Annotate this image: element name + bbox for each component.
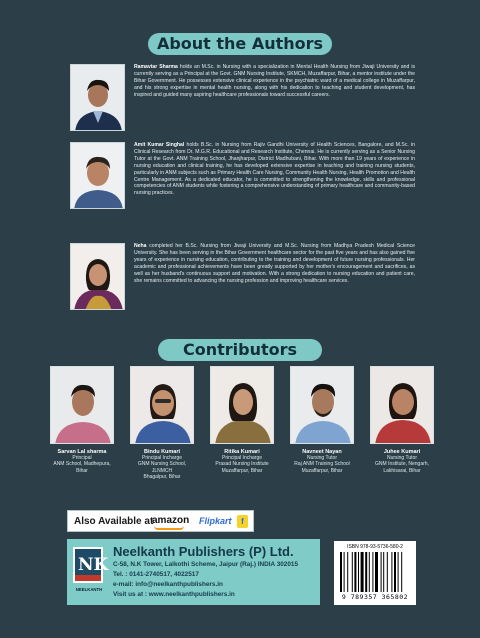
author-bio: Amit Kumar Singhal holds B.Sc. in Nursing from Rajiv Gandhi University of Health Sciences, Bangalore, and M.Sc. in Clinical Research from Dr. M.G.R. Educational and Research Institute, Chennai. He is currently serving as a Senior Nursing Tutor at the Govt. ANM Training School, Jhanjharpur, District Madhubani, Bihar. With more than 19 years of experience in nursing education and clinical training, he has developed extensive expertise in teaching and training nursing students, particularly in ANM subjects such as Primary Health Care Nursing, Community Health Nursing, Health Promotion and Health Centre Management. As a dedicated educator, he is committed to strengthening the knowledge, skills and professional competencies of ANM students while fostering a comprehensive understanding of primary healthcare and community-based nursing practices. xyxy=(134,142,415,197)
contributor-role: Nursing Tutor xyxy=(306,455,337,461)
barcode-digits: 9 789357 365802 xyxy=(341,593,409,601)
contributor-photo xyxy=(50,366,114,444)
availability-banner xyxy=(67,510,254,532)
contributor-name: Juhee Kumari xyxy=(383,449,421,455)
publisher-logo-text: NEELKANTH xyxy=(75,587,103,592)
contributor-name: Sarvan Lal sharma xyxy=(57,449,107,455)
flipkart-wordmark: Flipkart xyxy=(199,516,232,526)
contributor-photo xyxy=(210,366,274,444)
contributor-institute: ANM School, Madhepura, xyxy=(53,461,111,468)
contributor-role: Principal Incharge xyxy=(221,455,263,461)
contributor-role: Principal Incharge xyxy=(141,455,183,461)
contributor-card xyxy=(210,366,274,474)
publisher-tel: Tel. : 0141-2740517, 4022517 xyxy=(113,571,199,578)
author-name: Amit Kumar Singhal xyxy=(134,142,185,148)
author-bio: Ramavtar Sharma holds an M.Sc. in Nursing with a specialization in Mental Health Nursing from Jiwaji University and is currently serving as a Principal at the Govt. GNM Nursing Institute, SKMCH, Muzaffarpur, Bihar, a mentor institute under the Bihar Government. He possesses extensive clinical experience in the psychiatric ward of a medical college in Muzaffarpur, and his strong expertise in mental health nursing, along with his dedication to teaching and student development, has inspired and guided many aspiring healthcare professionals toward successful careers. xyxy=(134,64,415,98)
contributor-name: Navneet Nayan xyxy=(302,449,342,455)
amazon-smile-icon xyxy=(154,526,184,530)
contributor-location: Bhagalpur, Bihar xyxy=(143,474,181,481)
availability-label: Also Available at xyxy=(74,516,154,527)
contributor-location: Bihar xyxy=(76,467,88,474)
contributor-name: Bindu Kumari xyxy=(143,449,181,455)
contributor-photo xyxy=(130,366,194,444)
publisher-website: Visit us at : www.neelkanthpublishers.in xyxy=(113,591,235,598)
flipkart-bag-icon: f xyxy=(237,515,248,528)
contributor-name: Ritika Kumari xyxy=(224,449,260,455)
flipkart-logo xyxy=(199,513,249,530)
contributor-role: Principal xyxy=(72,455,92,461)
contributor-photo xyxy=(370,366,434,444)
publisher-name: Neelkanth Publishers (P) Ltd. xyxy=(113,544,294,559)
author-photo xyxy=(70,142,125,209)
contributor-location: Muzaffarpur, Bihar xyxy=(221,467,263,474)
publisher-address: C-58, N.K Tower, Lalkothi Scheme, Jaipur (Raj.) INDIA 302015 xyxy=(113,561,299,568)
author-name: Ramavtar Sharma xyxy=(134,64,178,70)
contributor-institute: Prasad Nursing Institute xyxy=(215,461,269,468)
author-name: Neha xyxy=(134,243,147,249)
contributor-institute: GNM Nursing School, JLNMCH xyxy=(137,461,187,474)
contributor-institute: Raj ANM Training School xyxy=(294,461,350,468)
contributor-location: Muzaffarpur, Bihar xyxy=(301,467,343,474)
contributor-role: Nursing Tutor xyxy=(386,455,417,461)
author-bio: Neha completed her B.Sc. Nursing from Jiwaji University and M.Sc. Nursing from Madhya Pradesh Medical Science University. She has been serving in the Bihar Government healthcare sector for the past five years and has also gained five years of experience in nursing education, contributing to the training and development of future nursing professionals. Her academic and professional achievements have been greatly supported by her mother's encouragement and sacrifices, as well as her husband's continuous support and motivation. With a strong dedication to nursing education and patient care, she remains committed to advancing the nursing profession and improving healthcare services. xyxy=(134,243,415,284)
isbn-number: ISBN 978-93-5736-580-2 xyxy=(347,544,403,550)
publisher-logo-letters: NK xyxy=(78,555,109,575)
author-photo xyxy=(70,243,125,310)
contributors-title: Contributors xyxy=(158,339,322,361)
barcode-bars-icon xyxy=(340,552,410,592)
publisher-email: e-mail: info@neelkanthpublishers.in xyxy=(113,581,223,588)
contributor-card xyxy=(370,366,434,474)
contributor-card xyxy=(130,366,194,481)
publisher-panel xyxy=(67,539,320,605)
amazon-logo: amazon xyxy=(152,515,190,526)
contributor-card xyxy=(290,366,354,474)
contributor-institute: GNM Institute, Nengarh, xyxy=(375,461,429,468)
contributor-photo xyxy=(290,366,354,444)
isbn-barcode xyxy=(334,541,416,605)
author-photo xyxy=(70,64,125,131)
about-authors-title: About the Authors xyxy=(148,33,332,55)
contributor-location: Lakhisarai, Bihar xyxy=(383,467,421,474)
contributor-card xyxy=(50,366,114,474)
publisher-logo-icon xyxy=(73,547,109,583)
